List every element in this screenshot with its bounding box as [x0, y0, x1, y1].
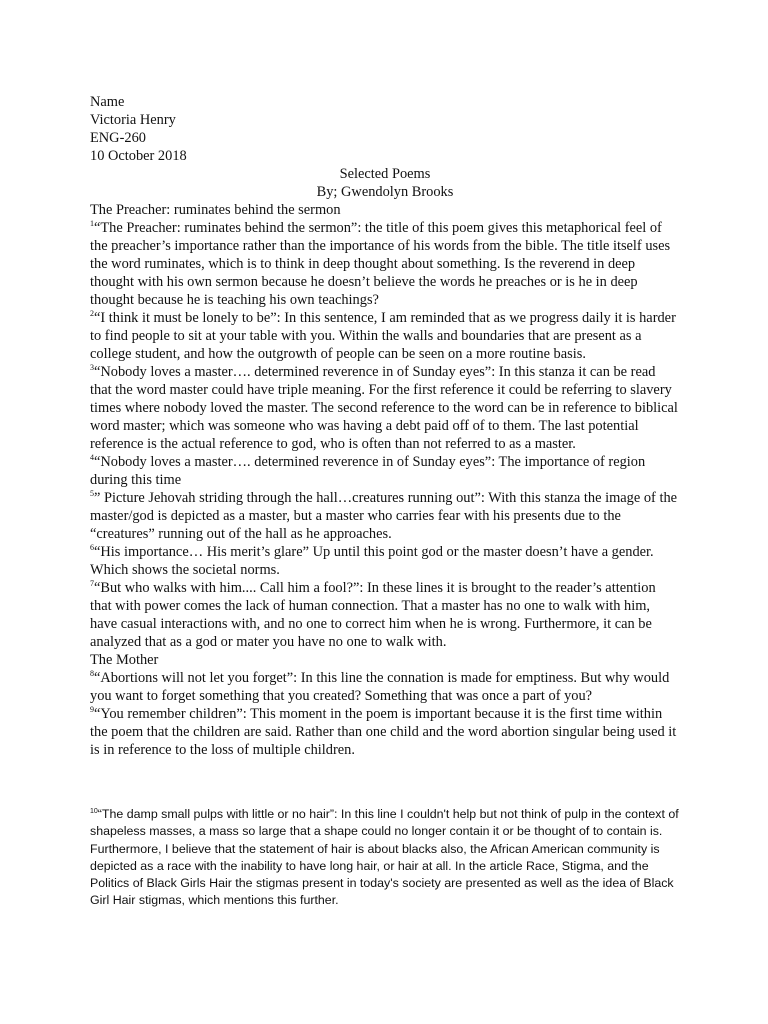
footnote-number: 4	[90, 453, 94, 462]
student-name-label: Name	[90, 94, 125, 110]
paragraph-text: “Nobody loves a master…. determined reverence in of Sunday eyes”: The importance of region during this time	[90, 454, 646, 488]
footnote-number: 1	[90, 219, 94, 228]
footnote-number: 8	[90, 669, 94, 678]
annotation-paragraph	[90, 543, 680, 579]
footnote-number: 2	[90, 309, 94, 318]
paragraph-text: ” Picture Jehovah striding through the hall…creatures running out”: With this stanza the image of the master/god is depicted as a master, but a master who carries fear with his presents due to the “creatures” running out of the hall as he approaches.	[90, 490, 678, 542]
annotation-paragraph	[90, 453, 680, 489]
annotation-paragraph	[90, 309, 680, 363]
document-title: Selected Poems	[339, 166, 431, 182]
paragraph-text: “You remember children”: This moment in the poem is important because it is the first time within the poem that the children are said. Rather than one child and the word abortion singular being used it is in reference to the loss of multiple children.	[90, 706, 677, 758]
annotation-paragraph	[90, 219, 680, 309]
paragraph-text: “The damp small pulps with little or no hair”: In this line I couldn't help but not think of pulp in the context of shapeless masses, a mass so large that a shape could no longer contain it or be thought of to contain is. Furthermore, I believe that the statement of hair is about blacks also, the African American community is depicted as a race with the inability to have long hair, or hair at all. In the article Race, Stigma, and the Politics of Black Girls Hair the stigmas present in today's society are presented as well as the idea of Black Girl Hair stigmas, which mentions this further.	[90, 807, 679, 908]
paragraph-text: “I think it must be lonely to be”: In this sentence, I am reminded that as we progress daily it is harder to find people to sit at your table with you. Within the walls and boundaries that are present as a college student, and how the outgrowth of people can be seen on a more routine basis.	[90, 310, 676, 362]
document-subtitle: By; Gwendolyn Brooks	[316, 184, 454, 200]
footnote-number: 5	[90, 489, 94, 498]
document-body	[90, 93, 680, 759]
annotation-paragraph	[90, 705, 680, 759]
document-date: 10 October 2018	[90, 148, 187, 164]
annotation-paragraph	[90, 363, 680, 453]
footnote-number: 7	[90, 579, 94, 588]
paragraph-text: “Nobody loves a master…. determined reverence in of Sunday eyes”: In this stanza it can be read that the word master could have triple meaning. For the first reference it could be referring to slavery times where nobody loved the master. The second reference to the word can be in reference to biblical word master; which was someone who was having a debt paid off of to them. The last potential reference is the actual reference to god, who is often than not referred to as a master.	[90, 364, 678, 452]
course-code: ENG-260	[90, 130, 146, 146]
paragraph-text: “The Preacher: ruminates behind the sermon”: the title of this poem gives this metaphorical feel of the preacher’s importance rather than the importance of his words from the bible. The title itself uses the word ruminates, which is to think in deep thought about something. Is the reverend in deep thought with his own sermon because he doesn’t believe the words he preaches or is he in deep thought because he is teaching his own teachings?	[90, 220, 671, 308]
annotation-paragraph	[90, 669, 680, 705]
section-heading-preacher: The Preacher: ruminates behind the sermon	[90, 202, 341, 218]
annotation-paragraph-sans	[90, 806, 680, 910]
annotation-paragraph	[90, 579, 680, 651]
paragraph-text: “Abortions will not let you forget”: In this line the connation is made for emptiness. But why would you want to forget something that you created? Something that was once a part of you?	[90, 670, 670, 704]
author-name: Victoria Henry	[90, 112, 176, 128]
paragraph-text: “His importance… His merit’s glare” Up until this point god or the master doesn’t have a gender. Which shows the societal norms.	[90, 544, 654, 578]
section-heading-mother: The Mother	[90, 652, 159, 668]
footnote-number: 9	[90, 705, 94, 714]
footnote-number: 10	[90, 808, 98, 815]
footnote-number: 6	[90, 543, 94, 552]
footnote-number: 3	[90, 363, 94, 372]
paragraph-text: “But who walks with him.... Call him a fool?”: In these lines it is brought to the reader’s attention that with power comes the lack of human connection. That a master has no one to walk with him, have casual interactions with, and no one to correct him when he is wrong. Furthermore, it can be analyzed that as a god or mater you have no one to walk with.	[90, 580, 656, 650]
annotation-paragraph	[90, 489, 680, 543]
